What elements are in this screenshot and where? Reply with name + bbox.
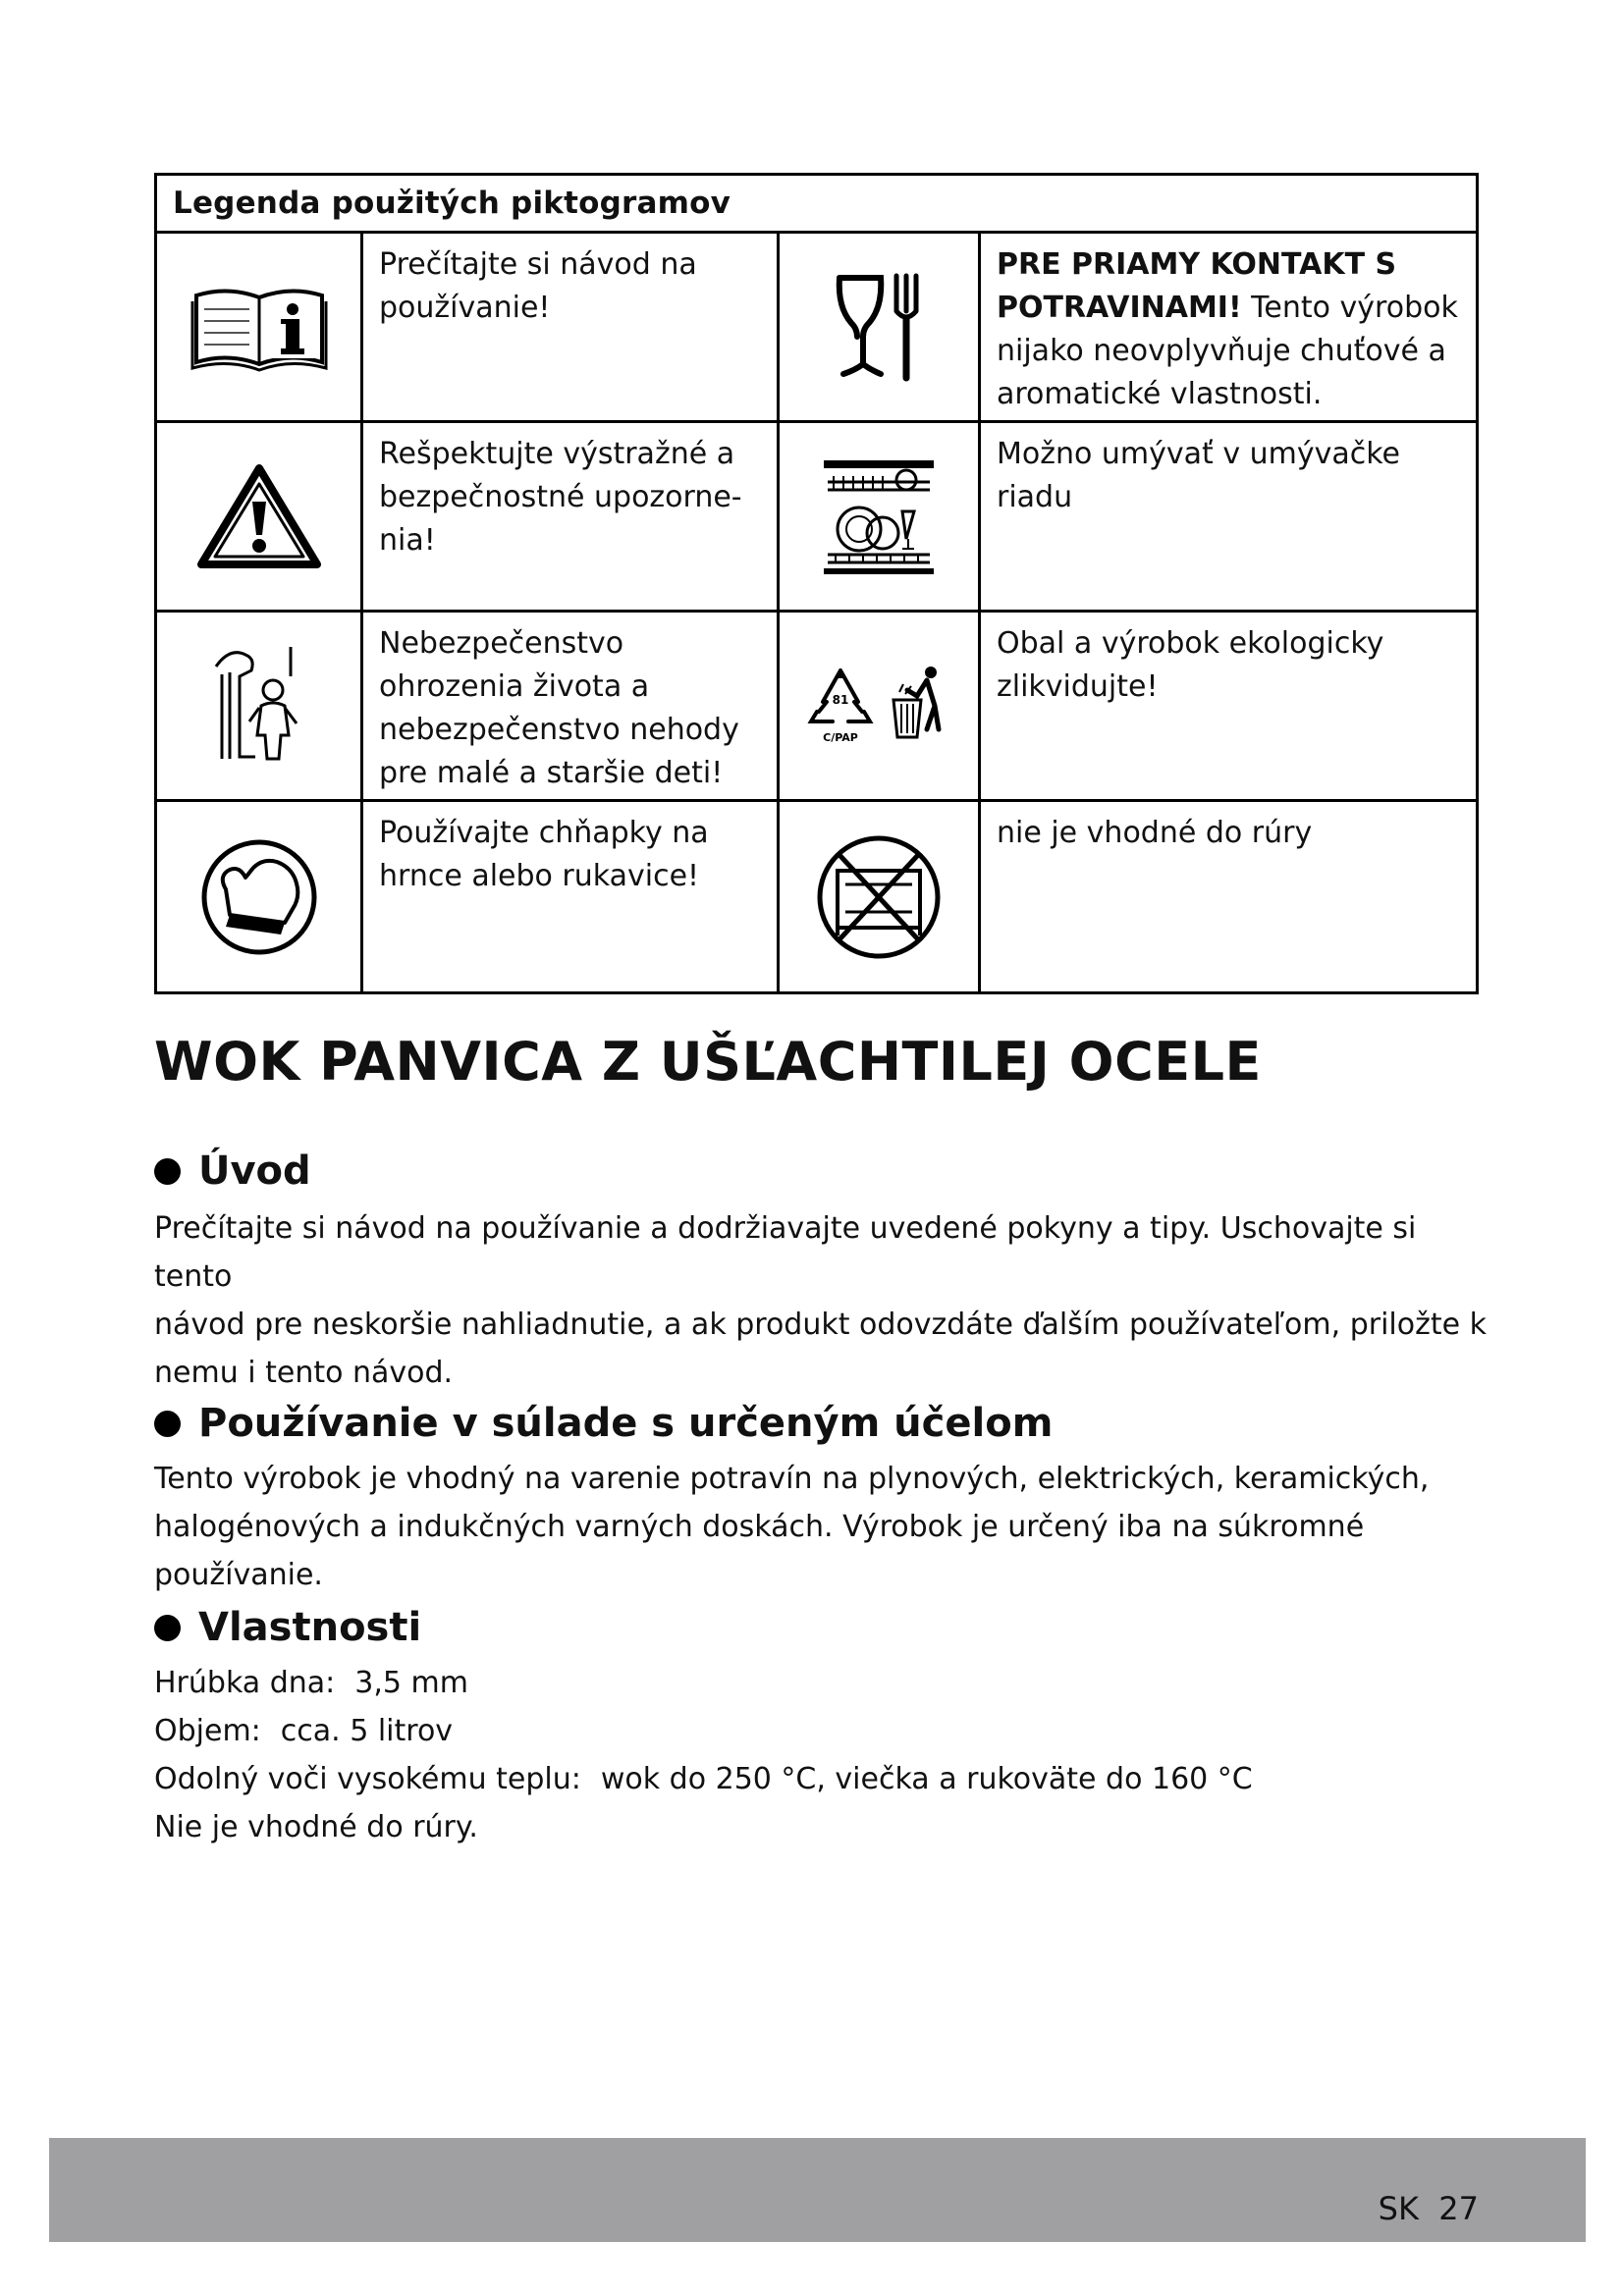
recycle-code: 81 [832, 693, 849, 707]
section-uvod-text [154, 1204, 1499, 1397]
legend-text-food-contact-rest: Tento výrobok nijako neovplyvňuje chuťové a aromatické vlastnosti. [997, 291, 1458, 411]
legend-text-recycling: Obal a výrobok ekologicky zlikvidujte! [981, 613, 1476, 802]
paragraph-line: nemu i tento návod. [154, 1356, 454, 1390]
property-value: wok do 250 °C, viečka a rukoväte do 160 °C [600, 1762, 1253, 1796]
legend-text-food-contact [981, 234, 1476, 423]
legend-text-manual: Prečítajte si návod na používanie! [363, 234, 780, 423]
recycling-icon [780, 613, 981, 802]
section-heading-pouzivanie [154, 1401, 1053, 1446]
legend-text-no-oven: nie je vhodné do rúry [997, 816, 1313, 850]
pictogram-legend-table [154, 173, 1479, 994]
oven-mitt-icon [157, 802, 363, 991]
page-footer [49, 2138, 1586, 2242]
manual-info-icon [157, 234, 363, 423]
property-label: Hrúbka dna: [154, 1666, 336, 1700]
property-row [154, 1659, 1253, 1707]
section-heading-vlastnosti-text: Vlastnosti [198, 1605, 422, 1650]
warning-triangle-icon [157, 423, 363, 613]
bullet-icon [154, 1411, 181, 1437]
property-row [154, 1707, 1253, 1755]
dishwasher-icon [780, 423, 981, 613]
paragraph-line: návod pre neskoršie nahliadnutie, a ak produkt odovzdáte ďalším používateľom, priložte k [154, 1308, 1487, 1342]
recycle-label: C/PAP [823, 731, 858, 744]
legend-text-warning: Rešpektujte výstražné a bezpečnostné upozorne-nia! [363, 423, 780, 613]
no-oven-icon [780, 802, 981, 991]
property-value: 3,5 mm [354, 1666, 468, 1700]
legend-text-food-contact-bold: PRE PRIAMY KONTAKT S POTRAVINAMI! [997, 247, 1397, 325]
property-label: Objem: [154, 1714, 261, 1748]
footer-page: 27 [1438, 2190, 1479, 2227]
footer-lang: SK [1378, 2190, 1419, 2227]
property-label: Odolný voči vysokému teplu: [154, 1762, 581, 1796]
section-heading-pouzivanie-text: Používanie v súlade s určeným účelom [198, 1401, 1054, 1446]
page-number [1379, 2190, 1479, 2227]
child-hazard-icon [157, 613, 363, 802]
food-contact-icon [780, 234, 981, 423]
property-row [154, 1755, 1253, 1803]
paragraph-line: halogénových a indukčných varných doskách. Výrobok je určený iba na súkromné používanie. [154, 1510, 1365, 1592]
legend-text-child-hazard: Nebezpečenstvo ohrozenia života a nebezpečenstvo nehody pre malé a staršie deti! [363, 613, 780, 802]
property-note: Nie je vhodné do rúry. [154, 1810, 478, 1844]
section-heading-vlastnosti [154, 1605, 421, 1650]
paragraph-line: Prečítajte si návod na používanie a dodržiavajte uvedené pokyny a tipy. Uschovajte si tento [154, 1211, 1417, 1294]
section-pouzivanie-text [154, 1455, 1499, 1599]
paragraph-line: Tento výrobok je vhodný na varenie potravín na plynových, elektrických, keramických, [154, 1462, 1430, 1496]
legend-text-dishwasher: Možno umývať v umývačke riadu [981, 423, 1476, 613]
page-title: WOK PANVICA Z UŠĽACHTILEJ OCELE [154, 1031, 1262, 1093]
section-heading-uvod [154, 1148, 311, 1194]
property-value: cca. 5 litrov [280, 1714, 454, 1748]
section-heading-uvod-text: Úvod [198, 1148, 311, 1194]
legend-text-oven-mitt: Používajte chňapky na hrnce alebo rukavice! [363, 802, 780, 991]
legend-title: Legenda použitých piktogramov [157, 176, 1476, 234]
properties-list [154, 1659, 1253, 1851]
bullet-icon [154, 1158, 181, 1185]
bullet-icon [154, 1615, 181, 1641]
